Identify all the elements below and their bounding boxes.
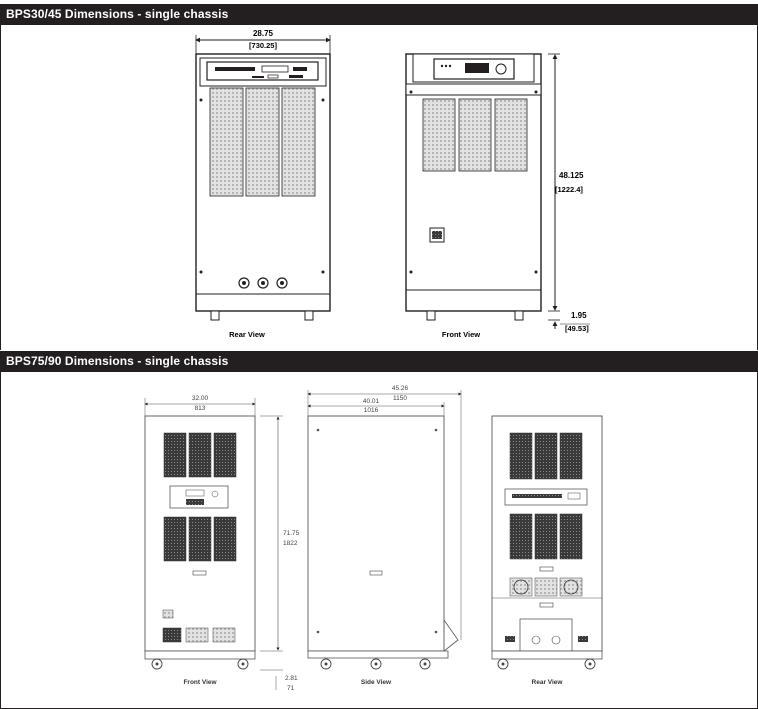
- height-mm-label: 1822: [283, 540, 298, 547]
- foot-in-label: 2.81: [285, 675, 298, 682]
- width-mm-label: 813: [194, 405, 206, 412]
- depth-mm-label: 1016: [363, 407, 379, 414]
- width-in-label: 28.75: [252, 29, 274, 38]
- vent-panel: [423, 99, 455, 171]
- front-view-label: Front View: [183, 679, 217, 686]
- bps30-rear-view: [196, 29, 330, 339]
- vent-panel: [459, 99, 491, 171]
- width-in-label: 32.00: [191, 395, 209, 402]
- vent-panel: [210, 88, 243, 196]
- foot-mm-label: 71: [287, 685, 295, 692]
- section-title: BPS75/90 Dimensions - single chassis: [6, 354, 229, 368]
- depth-total-mm-label: 1150: [393, 395, 407, 402]
- foot-mm-label: [49.53]: [565, 324, 589, 333]
- depth-in-label: 40.01: [362, 398, 380, 405]
- front-view-label: Front View: [441, 330, 481, 339]
- vent-panel: [246, 88, 279, 196]
- vent-panel: [282, 88, 315, 196]
- side-view-label: Side View: [360, 679, 392, 686]
- rear-view-label: Rear View: [531, 679, 563, 686]
- height-in-label: 48.125: [559, 171, 584, 180]
- bps30-front-view: [406, 54, 590, 339]
- section-frame-bps75-90: [0, 372, 758, 709]
- rear-view-label: Rear View: [229, 330, 265, 339]
- vent-panel: [495, 99, 527, 171]
- height-mm-label: [1222.4]: [555, 185, 583, 194]
- rear-connectors: [239, 278, 287, 288]
- depth-total-in-label: 45.26: [391, 385, 409, 392]
- width-mm-label: [730.25]: [249, 41, 277, 50]
- section-header-bps75-90: [0, 351, 758, 372]
- height-in-label: 71.75: [283, 530, 300, 537]
- foot-in-label: 1.95: [571, 311, 587, 320]
- section-title: BPS30/45 Dimensions - single chassis: [6, 7, 229, 21]
